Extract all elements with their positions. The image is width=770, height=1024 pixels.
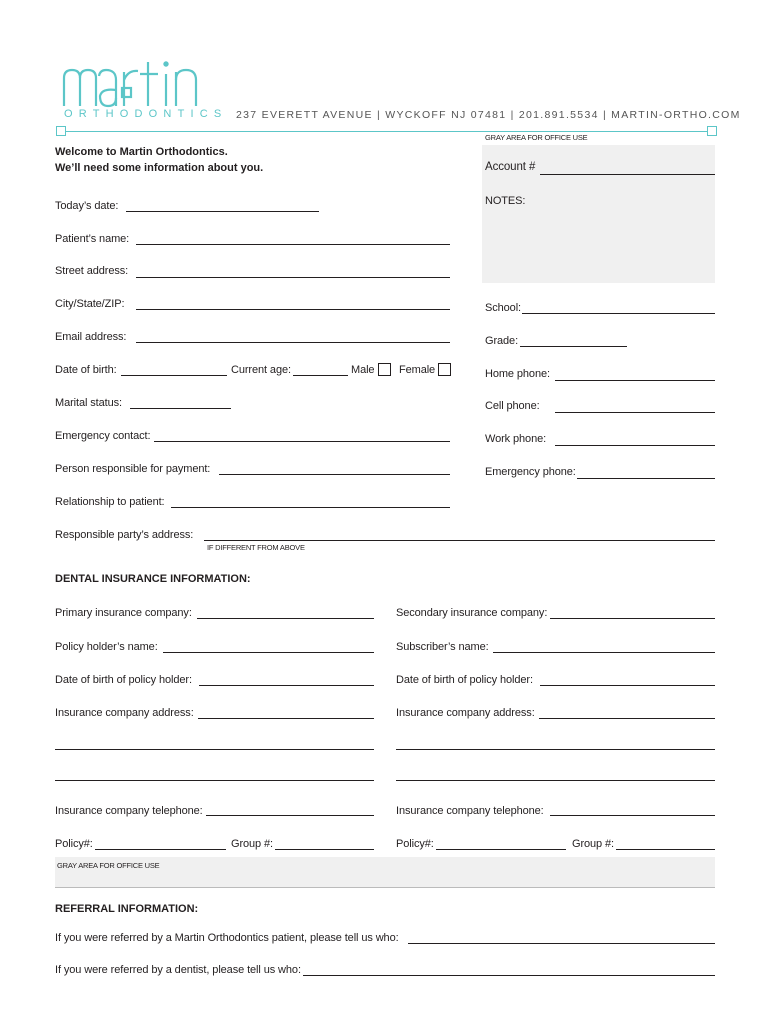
logo [58, 56, 228, 122]
dob-holder-field[interactable] [199, 685, 374, 686]
home-phone-label: Home phone: [485, 368, 550, 380]
referral-patient-label: If you were referred by a Martin Orthodontics patient, please tell us who: [55, 932, 399, 944]
policy-no-2-field[interactable] [436, 849, 566, 850]
company-phone-field[interactable] [206, 815, 374, 816]
notes-label: NOTES: [485, 195, 526, 207]
divider-square-right-icon [707, 126, 717, 136]
welcome-line-2: We’ll need some information about you. [55, 162, 264, 174]
logo-subtitle: ORTHODONTICS [64, 108, 228, 120]
policy-no-label: Policy#: [55, 838, 93, 850]
email-field[interactable] [136, 342, 450, 343]
group-no-2-field[interactable] [616, 849, 715, 850]
company-address-2-label: Insurance company address: [396, 707, 535, 719]
practice-address: 237 EVERETT AVENUE | WYCKOFF NJ 07481 | 201.891.5534 | MARTIN-ORTHO.COM [236, 109, 741, 121]
group-no-field[interactable] [275, 849, 374, 850]
marital-field[interactable] [130, 408, 231, 409]
emergency-contact-label: Emergency contact: [55, 430, 151, 442]
company-phone-2-field[interactable] [550, 815, 715, 816]
subscriber-label: Subscriber’s name: [396, 641, 489, 653]
school-label: School: [485, 302, 521, 314]
group-no-label: Group #: [231, 838, 274, 850]
grade-label: Grade: [485, 335, 519, 347]
policy-holder-label: Policy holder’s name: [55, 641, 158, 653]
company-address-field-3[interactable] [55, 780, 374, 781]
female-label: Female [399, 364, 436, 376]
cell-phone-label: Cell phone: [485, 400, 540, 412]
email-label: Email address: [55, 331, 127, 343]
relationship-field[interactable] [171, 507, 450, 508]
emergency-phone-field[interactable] [577, 478, 715, 479]
todays-date-field[interactable] [126, 211, 319, 212]
male-label: Male [351, 364, 375, 376]
policy-holder-field[interactable] [163, 652, 374, 653]
header-divider [62, 131, 712, 132]
account-field[interactable] [540, 174, 715, 175]
work-phone-field[interactable] [555, 445, 715, 446]
secondary-company-field[interactable] [550, 618, 715, 619]
dob-field[interactable] [121, 375, 227, 376]
referral-dentist-label: If you were referred by a dentist, please tell us who: [55, 964, 301, 976]
referral-title: REFERRAL INFORMATION: [55, 903, 199, 915]
referral-dentist-field[interactable] [303, 975, 715, 976]
responsible-address-label: Responsible party’s address: [55, 529, 194, 541]
welcome-line-1: Welcome to Martin Orthodontics. [55, 146, 228, 158]
office-use-label-top: GRAY AREA FOR OFFICE USE [485, 133, 588, 142]
age-field[interactable] [293, 375, 348, 376]
if-different-note: IF DIFFERENT FROM ABOVE [207, 543, 305, 552]
office-use-bottom-rule [55, 887, 715, 888]
responsible-payment-field[interactable] [219, 474, 450, 475]
company-address-2-field-1[interactable] [539, 718, 715, 719]
city-field[interactable] [136, 309, 450, 310]
group-no-2-label: Group #: [572, 838, 615, 850]
street-label: Street address: [55, 265, 129, 277]
company-address-field-2[interactable] [55, 749, 374, 750]
cell-phone-field[interactable] [555, 412, 715, 413]
home-phone-field[interactable] [555, 380, 715, 381]
work-phone-label: Work phone: [485, 433, 547, 445]
age-label: Current age: [231, 364, 291, 376]
emergency-contact-field[interactable] [154, 441, 450, 442]
patient-name-label: Patient’s name: [55, 233, 130, 245]
dob-holder-2-field[interactable] [540, 685, 715, 686]
responsible-payment-label: Person responsible for payment: [55, 463, 211, 475]
primary-company-field[interactable] [197, 618, 374, 619]
grade-field[interactable] [520, 346, 627, 347]
account-label: Account # [485, 161, 536, 173]
insurance-title: DENTAL INSURANCE INFORMATION: [55, 573, 251, 585]
male-checkbox[interactable] [378, 363, 391, 376]
divider-square-left-icon [56, 126, 66, 136]
company-address-label: Insurance company address: [55, 707, 194, 719]
policy-no-field[interactable] [95, 849, 226, 850]
female-checkbox[interactable] [438, 363, 451, 376]
company-phone-2-label: Insurance company telephone: [396, 805, 544, 817]
company-address-2-field-2[interactable] [396, 749, 715, 750]
relationship-label: Relationship to patient: [55, 496, 165, 508]
patient-name-field[interactable] [136, 244, 450, 245]
company-address-2-field-3[interactable] [396, 780, 715, 781]
policy-no-2-label: Policy#: [396, 838, 434, 850]
office-use-label-bottom: GRAY AREA FOR OFFICE USE [57, 861, 160, 870]
subscriber-field[interactable] [493, 652, 715, 653]
logo-wordmark [58, 56, 218, 108]
street-field[interactable] [136, 277, 450, 278]
primary-company-label: Primary insurance company: [55, 607, 192, 619]
company-phone-label: Insurance company telephone: [55, 805, 203, 817]
responsible-address-field[interactable] [204, 540, 715, 541]
dob-label: Date of birth: [55, 364, 117, 376]
dob-holder-label: Date of birth of policy holder: [55, 674, 192, 686]
dob-holder-2-label: Date of birth of policy holder: [396, 674, 533, 686]
marital-label: Marital status: [55, 397, 122, 409]
city-label: City/State/ZIP: [55, 298, 125, 310]
school-field[interactable] [522, 313, 715, 314]
company-address-field-1[interactable] [198, 718, 374, 719]
emergency-phone-label: Emergency phone: [485, 466, 576, 478]
referral-patient-field[interactable] [408, 943, 715, 944]
todays-date-label: Today’s date: [55, 200, 119, 212]
secondary-company-label: Secondary insurance company: [396, 607, 548, 619]
